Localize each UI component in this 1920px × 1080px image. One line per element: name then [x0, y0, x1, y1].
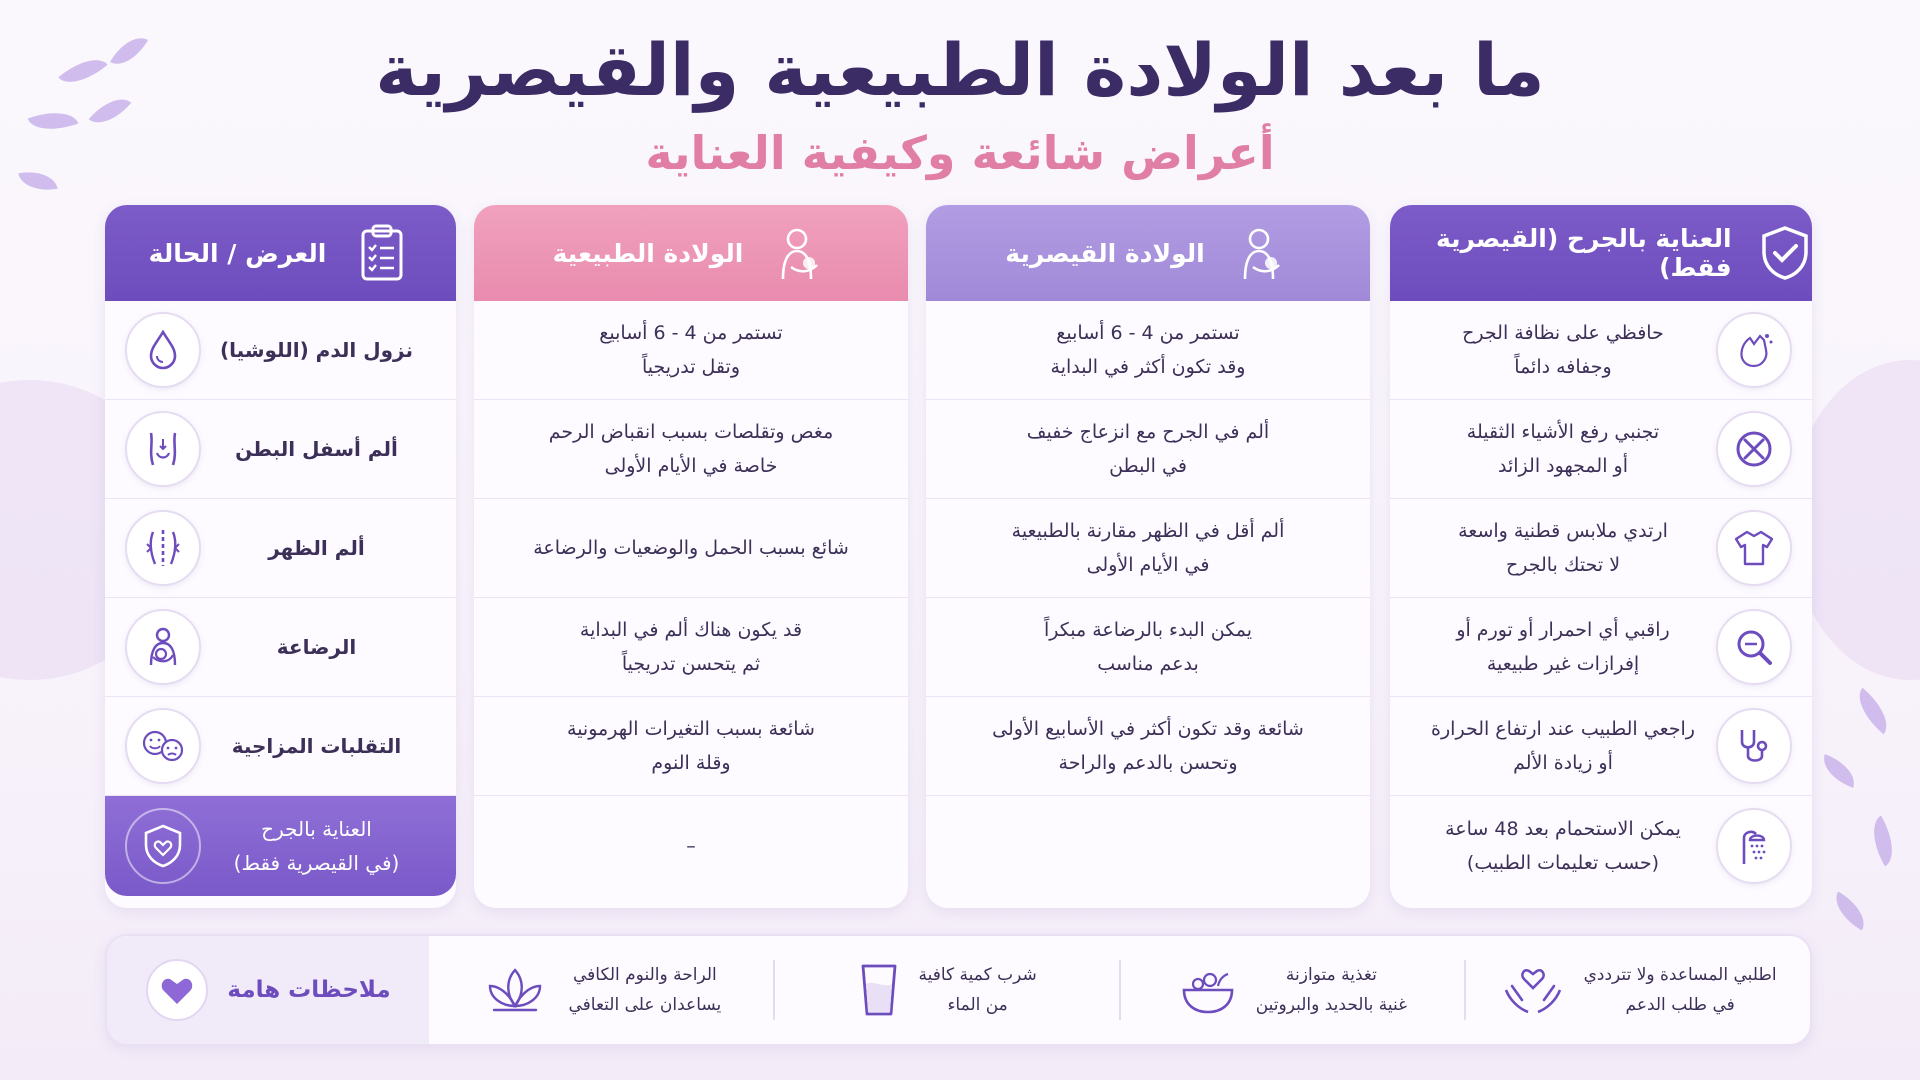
back-pain-icon	[125, 510, 201, 586]
natural-text: –	[686, 835, 696, 857]
table-row	[1390, 301, 1812, 400]
note-item	[1121, 936, 1465, 1044]
shirt-icon	[1716, 510, 1792, 586]
cesarean-column	[926, 205, 1370, 908]
water-glass-icon	[857, 960, 901, 1020]
table-row	[105, 301, 456, 400]
table-row	[926, 301, 1370, 400]
symptom-column	[105, 205, 456, 908]
cesarean-text: ألم أقل في الظهر مقارنة بالطبيعية في الأيام الأولى	[1011, 520, 1285, 576]
drop-icon	[125, 312, 201, 388]
clipboard-icon	[352, 223, 412, 283]
table-row	[1390, 400, 1812, 499]
wound-care-text: حافظي على نظافة الجرح وجفافه دائماً	[1462, 322, 1664, 378]
notes-bar	[105, 934, 1812, 1046]
table-row	[105, 499, 456, 598]
table-row	[474, 499, 908, 598]
lotus-icon	[480, 962, 550, 1018]
table-row	[1390, 697, 1812, 796]
note-text: اطلبي المساعدة ولا تترددي في طلب الدعم	[1583, 965, 1777, 1015]
symptom-label: ألم أسفل البطن	[235, 437, 398, 461]
table-row	[105, 697, 456, 796]
symptom-label: الرضاعة	[276, 635, 357, 659]
symptom-label: التقلبات المزاجية	[231, 734, 402, 758]
natural-header	[474, 205, 908, 301]
heart-icon	[145, 958, 209, 1022]
table-row	[1390, 598, 1812, 697]
symptom-label: العناية بالجرح (في القيصرية فقط)	[233, 817, 400, 875]
table-row	[1390, 499, 1812, 598]
table-row	[1390, 796, 1812, 896]
notes-label-box	[107, 936, 429, 1044]
wound-care-text: راقبي أي احمرار أو تورم أو إفرازات غير طبيعية	[1456, 619, 1670, 675]
mother-baby-icon	[769, 223, 829, 283]
shield-check-icon	[1758, 223, 1812, 283]
note-text: شرب كمية كافية من الماء	[918, 965, 1037, 1015]
cesarean-text: شائعة وقد تكون أكثر في الأسابيع الأولى وتحسن بالدعم والراحة	[992, 718, 1304, 774]
magnifier-icon	[1716, 609, 1792, 685]
natural-text: شائعة بسبب التغيرات الهرمونية وقلة النوم	[567, 718, 815, 774]
natural-text: شائع بسبب الحمل والوضعيات والرضاعة	[533, 537, 849, 559]
cesarean-title: الولادة القيصرية	[1005, 238, 1205, 268]
notes-label: ملاحظات هامة	[227, 977, 391, 1003]
natural-text: قد يكون هناك ألم في البداية ثم يتحسن تدريجياً	[579, 619, 803, 675]
table-row	[474, 301, 908, 400]
note-text: تغذية متوازنة غنية بالحديد والبروتين	[1255, 965, 1408, 1015]
table-row	[926, 499, 1370, 598]
note-text: الراحة والنوم الكافي يساعدان على التعافي	[568, 965, 722, 1015]
abdomen-icon	[125, 411, 201, 487]
symptom-title: العرض / الحالة	[148, 238, 327, 268]
table-row	[926, 400, 1370, 499]
note-item	[775, 936, 1119, 1044]
table-row	[105, 598, 456, 697]
hand-wash-icon	[1716, 312, 1792, 388]
wound-care-title: العناية بالجرح (القيصرية فقط)	[1435, 224, 1732, 282]
table-row	[926, 697, 1370, 796]
hands-heart-icon	[1500, 960, 1566, 1020]
shield-heart-icon	[125, 808, 201, 884]
natural-text: مغص وتقلصات بسبب انقباض الرحم خاصة في الأيام الأولى	[548, 421, 834, 477]
wound-care-text: راجعي الطبيب عند ارتفاع الحرارة أو زيادة الألم	[1431, 718, 1695, 774]
breastfeeding-icon	[125, 609, 201, 685]
wound-care-header	[1390, 205, 1812, 301]
symptom-label: نزول الدم (اللوشيا)	[220, 338, 413, 362]
symptom-label: ألم الظهر	[268, 536, 365, 560]
cesarean-header	[926, 205, 1370, 301]
table-row	[105, 796, 456, 896]
natural-column	[474, 205, 908, 908]
bowl-icon	[1178, 962, 1238, 1018]
mother-baby-icon	[1231, 223, 1291, 283]
natural-text: تستمر من 4 - 6 أسابيع وتقل تدريجياً	[599, 322, 783, 378]
table-row	[474, 400, 908, 499]
natural-title: الولادة الطبيعية	[552, 238, 744, 268]
wound-care-text: تجنبي رفع الأشياء الثقيلة أو المجهود الزائد	[1466, 421, 1660, 477]
wound-care-text: يمكن الاستحمام بعد 48 ساعة (حسب تعليمات الطبيب)	[1445, 818, 1681, 874]
cesarean-text: ألم في الجرح مع انزعاج خفيف في البطن	[1026, 421, 1270, 477]
table-row	[474, 697, 908, 796]
table-row	[926, 598, 1370, 697]
table-row	[105, 400, 456, 499]
cesarean-text: يمكن البدء بالرضاعة مبكراً بدعم مناسب	[1043, 619, 1253, 675]
symptom-header	[105, 205, 456, 301]
shower-icon	[1716, 808, 1792, 884]
no-icon	[1716, 411, 1792, 487]
table-row	[474, 598, 908, 697]
cesarean-text: تستمر من 4 - 6 أسابيع وقد تكون أكثر في البداية	[1050, 322, 1246, 378]
wound-care-column	[1390, 205, 1812, 908]
table-row	[474, 796, 908, 896]
mood-faces-icon	[125, 708, 201, 784]
page-subtitle: أعراض شائعة وكيفية العناية	[645, 126, 1275, 180]
page-title: ما بعد الولادة الطبيعية والقيصرية	[375, 28, 1545, 112]
wound-care-text: ارتدي ملابس قطنية واسعة لا تحتك بالجرح	[1458, 520, 1668, 576]
stethoscope-icon	[1716, 708, 1792, 784]
note-item	[1466, 936, 1810, 1044]
note-item	[429, 936, 773, 1044]
table-row	[926, 796, 1370, 896]
